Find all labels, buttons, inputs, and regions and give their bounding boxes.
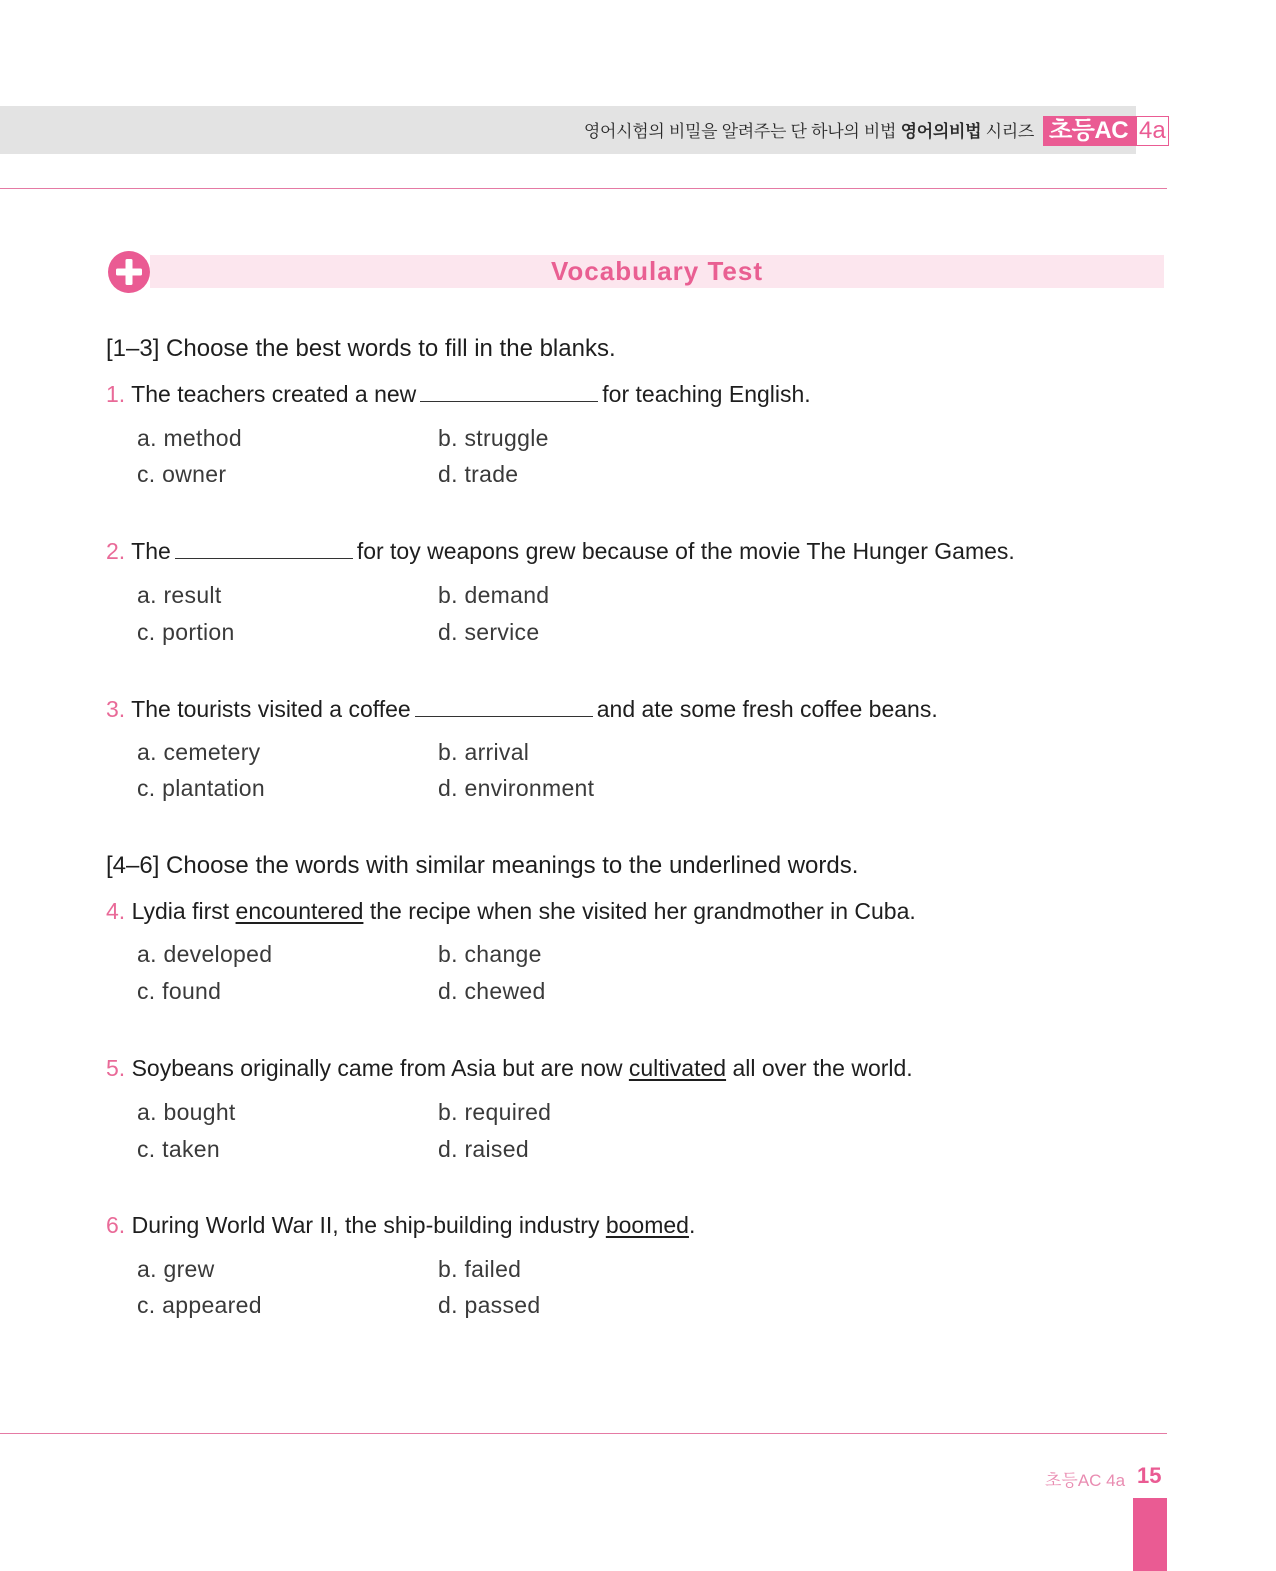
option-3d: d. environment (438, 775, 595, 801)
option-6b: b. failed (438, 1256, 522, 1282)
bottom-divider (0, 1433, 1167, 1434)
page-edge-tab (1133, 1498, 1167, 1571)
option-6d: d. passed (438, 1292, 541, 1318)
question-number: 3. (106, 696, 126, 722)
option-5a: a. bought (137, 1099, 236, 1125)
option-4d: d. chewed (438, 978, 546, 1004)
question-number: 6. (106, 1212, 126, 1238)
option-4b: b. change (438, 941, 542, 967)
question-number: 4. (106, 898, 126, 924)
section-title: Vocabulary Test (551, 256, 763, 286)
option-1a: a. method (137, 425, 242, 451)
question-number: 5. (106, 1055, 126, 1081)
badge-main: 초등AC (1043, 116, 1136, 146)
question-6: 6. During World War II, the ship-building industry boomed. (106, 1212, 696, 1238)
option-5c: c. taken (137, 1136, 220, 1162)
question-number: 1. (106, 381, 126, 407)
option-2b: b. demand (438, 582, 550, 608)
instruction-1-3: [1–3] Choose the best words to fill in the blanks. (106, 335, 616, 362)
answer-blank (420, 381, 598, 402)
footer-series-label: 초등AC 4a (1045, 1471, 1126, 1490)
option-5b: b. required (438, 1099, 552, 1125)
option-3b: b. arrival (438, 739, 530, 765)
badge-sub: 4a (1136, 116, 1169, 146)
option-2d: d. service (438, 619, 540, 645)
question-2: 2. The for toy weapons grew because of the movie The Hunger Games. (106, 538, 1015, 564)
plus-circle-icon (107, 250, 151, 294)
option-1d: d. trade (438, 461, 519, 487)
option-6a: a. grew (137, 1256, 215, 1282)
top-divider (0, 188, 1167, 189)
question-4: 4. Lydia first encountered the recipe when she visited her grandmother in Cuba. (106, 898, 916, 924)
option-2a: a. result (137, 582, 222, 608)
option-5d: d. raised (438, 1136, 529, 1162)
instruction-4-6: [4–6] Choose the words with similar meanings to the underlined words. (106, 852, 859, 879)
option-4c: c. found (137, 978, 222, 1004)
option-3c: c. plantation (137, 775, 265, 801)
series-title: 영어시험의 비밀을 알려주는 단 하나의 비법 영어의비법 시리즈 (583, 122, 1034, 141)
option-1c: c. owner (137, 461, 227, 487)
underlined-word: cultivated (628, 1055, 727, 1081)
page-number: 15 (1137, 1463, 1162, 1488)
series-badge (1043, 116, 1169, 146)
option-3a: a. cemetery (137, 739, 261, 765)
option-2c: c. portion (137, 619, 235, 645)
underlined-word: boomed (605, 1212, 689, 1238)
answer-blank (415, 696, 593, 717)
underlined-word: encountered (235, 898, 364, 924)
question-1: 1. The teachers created a new for teaching English. (106, 381, 811, 407)
option-1b: b. struggle (438, 425, 549, 451)
option-6c: c. appeared (137, 1292, 262, 1318)
question-5: 5. Soybeans originally came from Asia but are now cultivated all over the world. (106, 1055, 913, 1081)
answer-blank (175, 538, 353, 559)
question-3: 3. The tourists visited a coffee and ate some fresh coffee beans. (106, 696, 938, 722)
question-number: 2. (106, 538, 126, 564)
option-4a: a. developed (137, 941, 273, 967)
